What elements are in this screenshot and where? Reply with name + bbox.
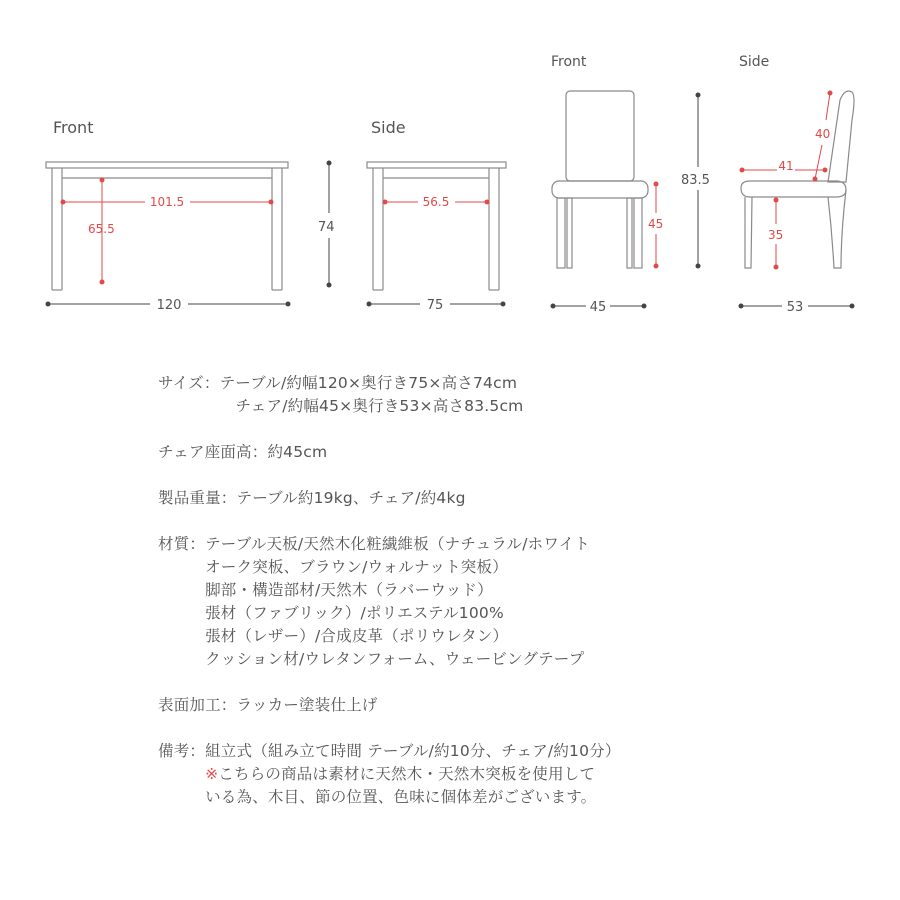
chair-depth-dimension — [739, 300, 855, 315]
chair-front-seat — [552, 181, 648, 198]
chair-front-view — [552, 91, 648, 268]
spec-material-label: 材質： — [158, 535, 206, 553]
table-inner-height-value: 65.5 — [88, 222, 115, 236]
chair-seat-height-value: 45 — [648, 217, 664, 231]
chair-side-leg-front — [745, 197, 752, 268]
spec-material-line: テーブル天板/天然木化粧繊維板（ナチュラル/ホワイト — [205, 535, 590, 553]
spec-remarks-label: 備考： — [158, 742, 206, 760]
spec-material-line: 張材（ファブリック）/ポリエステル100% — [205, 604, 504, 622]
spec-gap — [158, 717, 621, 740]
chair-side-view — [741, 91, 854, 268]
chair-height-dimension — [681, 93, 710, 269]
chair-front-label: Front — [551, 54, 587, 70]
table-height-dimension — [318, 161, 335, 288]
spec-finish-value: ラッカー塗装仕上げ — [236, 696, 378, 714]
spec-finish — [158, 694, 621, 717]
spec-material-line: 脚部・構造部材/天然木（ラバーウッド） — [205, 581, 493, 599]
spec-weight-value: テーブル約19kg、チェア/約4kg — [236, 489, 466, 507]
spec-remarks-lines — [205, 740, 620, 809]
table-side-view — [367, 162, 506, 290]
spec-size-table: テーブル/約幅120×奥行き75×高さ74cm — [219, 374, 518, 392]
spec-size-lines — [220, 372, 524, 418]
table-height-value: 74 — [318, 220, 335, 235]
spec-seat-height-label: チェア座面高： — [158, 443, 268, 461]
dimension-diagram — [0, 0, 900, 340]
chair-side-label: Side — [739, 54, 770, 70]
spec-material-line: クッション材/ウレタンフォーム、ウェービングテープ — [205, 650, 585, 668]
spec-size — [158, 372, 621, 418]
spec-remarks-note-cont: いる為、木目、節の位置、色味に個体差がございます。 — [205, 788, 597, 806]
table-inner-height-dimension — [88, 178, 115, 285]
note-mark: ※ — [205, 765, 219, 783]
spec-weight — [158, 487, 621, 510]
chair-front-leg-left — [557, 198, 565, 268]
spec-remarks-note — [205, 763, 620, 786]
spec-material — [158, 533, 621, 671]
spec-remarks-note-text: こちらの商品は素材に天然木・天然木突板を使用して — [218, 765, 596, 783]
spec-gap — [158, 418, 621, 441]
spec-remarks-assembly: 組立式（組み立て時間 テーブル/約10分、チェア/約10分） — [205, 742, 621, 760]
table-width-dimension — [46, 298, 291, 313]
spec-material-line: オーク突板、ブラウン/ウォルナット突板） — [205, 558, 508, 576]
chair-height-value: 83.5 — [681, 173, 710, 188]
table-inner-depth-dimension — [383, 195, 490, 209]
chair-side-leg-back — [828, 190, 846, 268]
chair-side-seat — [741, 181, 846, 197]
spec-seat-height — [158, 441, 621, 464]
table-inner-depth-value: 56.5 — [422, 195, 450, 209]
chair-seat-depth-dimension — [740, 159, 828, 173]
table-side-label: Side — [371, 118, 406, 137]
spec-gap — [158, 510, 621, 533]
table-front-view — [46, 162, 288, 290]
table-front-label: Front — [53, 118, 94, 137]
spec-weight-label: 製品重量： — [158, 489, 237, 507]
table-side-top — [367, 162, 506, 168]
spec-seat-height-value: 約45cm — [267, 443, 328, 461]
spec-material-line: 張材（レザー）/合成皮革（ポリウレタン） — [205, 627, 509, 645]
spec-finish-label: 表面加工： — [158, 696, 237, 714]
chair-front-leg-right — [634, 198, 642, 268]
chair-side-backrest — [828, 91, 854, 182]
chair-width-value: 45 — [589, 300, 607, 315]
chair-seat-height-dimension — [648, 182, 663, 269]
spec-gap — [158, 464, 621, 487]
chair-front-leg-right-back — [627, 198, 632, 268]
chair-front-leg-left-back — [567, 198, 572, 268]
spec-size-label: サイズ： — [158, 374, 220, 392]
product-specs — [158, 372, 621, 809]
table-front-top — [46, 162, 288, 168]
spec-material-lines — [205, 533, 590, 671]
chair-width-dimension — [551, 300, 647, 315]
chair-backrest-value: 40 — [815, 127, 831, 141]
chair-leg-height-value: 35 — [768, 228, 784, 242]
chair-depth-value: 53 — [786, 300, 804, 315]
spec-remarks — [158, 740, 621, 809]
table-inner-width-value: 101.5 — [149, 195, 185, 209]
table-depth-value: 75 — [426, 298, 444, 313]
table-inner-width-dimension — [61, 195, 274, 209]
table-depth-dimension — [367, 298, 506, 313]
chair-front-backrest — [566, 91, 634, 181]
chair-leg-height-dimension — [768, 198, 783, 270]
spec-gap — [158, 671, 621, 694]
table-width-value: 120 — [156, 298, 182, 313]
chair-seat-depth-value: 41 — [778, 159, 794, 173]
spec-size-chair: チェア/約幅45×奥行き53×高さ83.5cm — [235, 397, 524, 415]
